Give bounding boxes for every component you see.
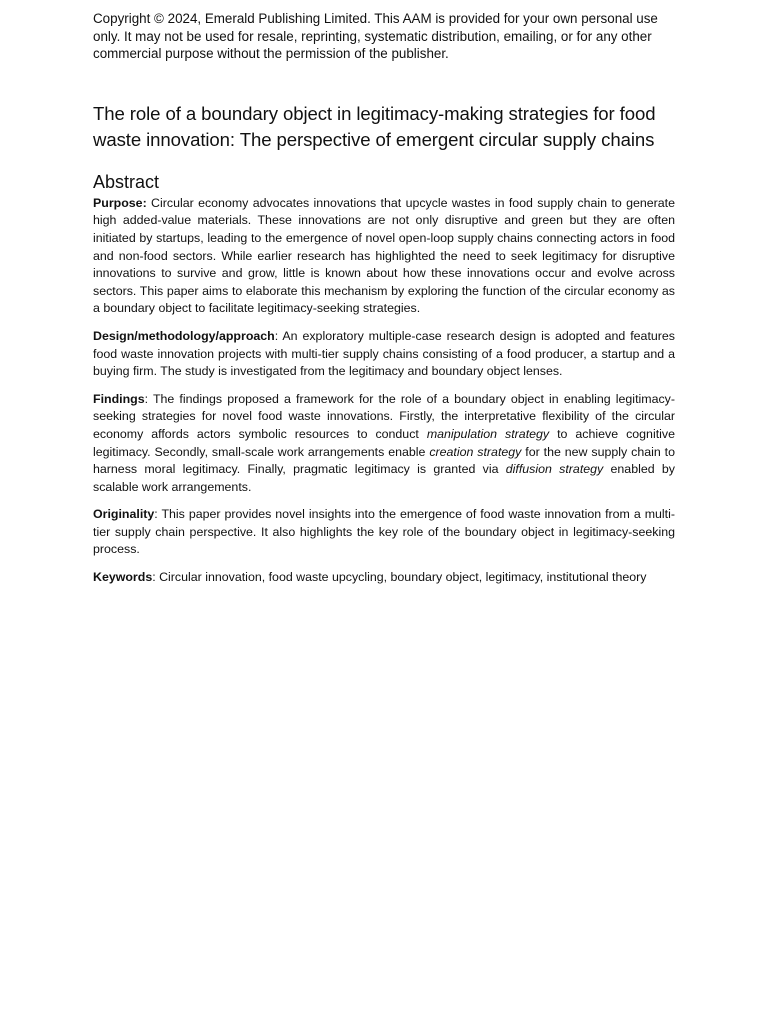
findings-label: Findings [93, 391, 145, 406]
paper-title: The role of a boundary object in legitimacy-making strategies for food waste innovation: The perspective of emergent circular supply chains [93, 102, 656, 150]
findings-text-1: : The findings proposed a framework for the role of a boundary object in enabling legitimacy-seeking strategies for novel food waste innovations. Firstly, the interpretative flexibility of the circular economy affords actors symbolic resources to conduct [93, 391, 675, 441]
design-label: Design/methodology/approach [93, 328, 275, 343]
paper-page [93, 10, 675, 587]
findings-italic-manipulation: manipulation strategy [426, 426, 550, 441]
keywords-label: Keywords [93, 570, 153, 585]
originality-text: : This paper provides novel insights into the emergence of food waste innovation from a multi-tier supply chain perspective. It also highlights the key role of the boundary object in legitimacy-seeking process. [93, 507, 675, 557]
purpose-label: Purpose: [93, 195, 147, 210]
findings-italic-creation: creation strategy [429, 444, 522, 459]
keywords-text: : Circular innovation, food waste upcycling, boundary object, legitimacy, institutional theory [152, 570, 647, 585]
findings-text-3: for the new supply chain to harness moral legitimacy. Finally, pragmatic legitimacy is granted via [93, 444, 675, 477]
design-text: : An exploratory multiple-case research design is adopted and features food waste innovation projects with multi-tier supply chains consisting of a food producer, a startup and a buying firm. The study is investigated from the legitimacy and boundary object lenses. [93, 328, 675, 379]
originality-label: Originality [93, 507, 155, 522]
copyright-notice: Copyright © 2024, Emerald Publishing Limited. This AAM is provided for your own personal use only. It may not be used for resale, reprinting, systematic distribution, emailing, or for any other commercial purpose without the permission of the publisher. [93, 11, 658, 62]
findings-italic-diffusion: diffusion strategy [505, 462, 604, 477]
findings-text-2: to achieve cognitive legitimacy. Secondly, small-scale work arrangements enable [93, 426, 675, 459]
keywords-line [93, 569, 675, 587]
abstract-design [93, 328, 675, 381]
abstract-findings [93, 391, 675, 497]
findings-text-4: enabled by scalable work arrangements. [93, 462, 675, 494]
abstract-heading: Abstract [93, 171, 160, 192]
abstract-purpose [93, 195, 675, 318]
abstract-originality [93, 506, 675, 559]
purpose-text: Circular economy advocates innovations that upcycle wastes in food supply chain to generate high added-value materials. These innovations are not only disruptive and green but they are often initiated by startups, leading to the emergence of novel open-loop supply chains connecting actors in food and non-food sectors. While earlier research has highlighted the need to seek legitimacy for disruptive innovations to survive and grow, little is known about how these innovations occur and evolve across sectors. This paper aims to elaborate this mechanism by exploring the function of the circular economy as a boundary object to facilitate legitimacy-seeking strategies. [93, 195, 675, 316]
